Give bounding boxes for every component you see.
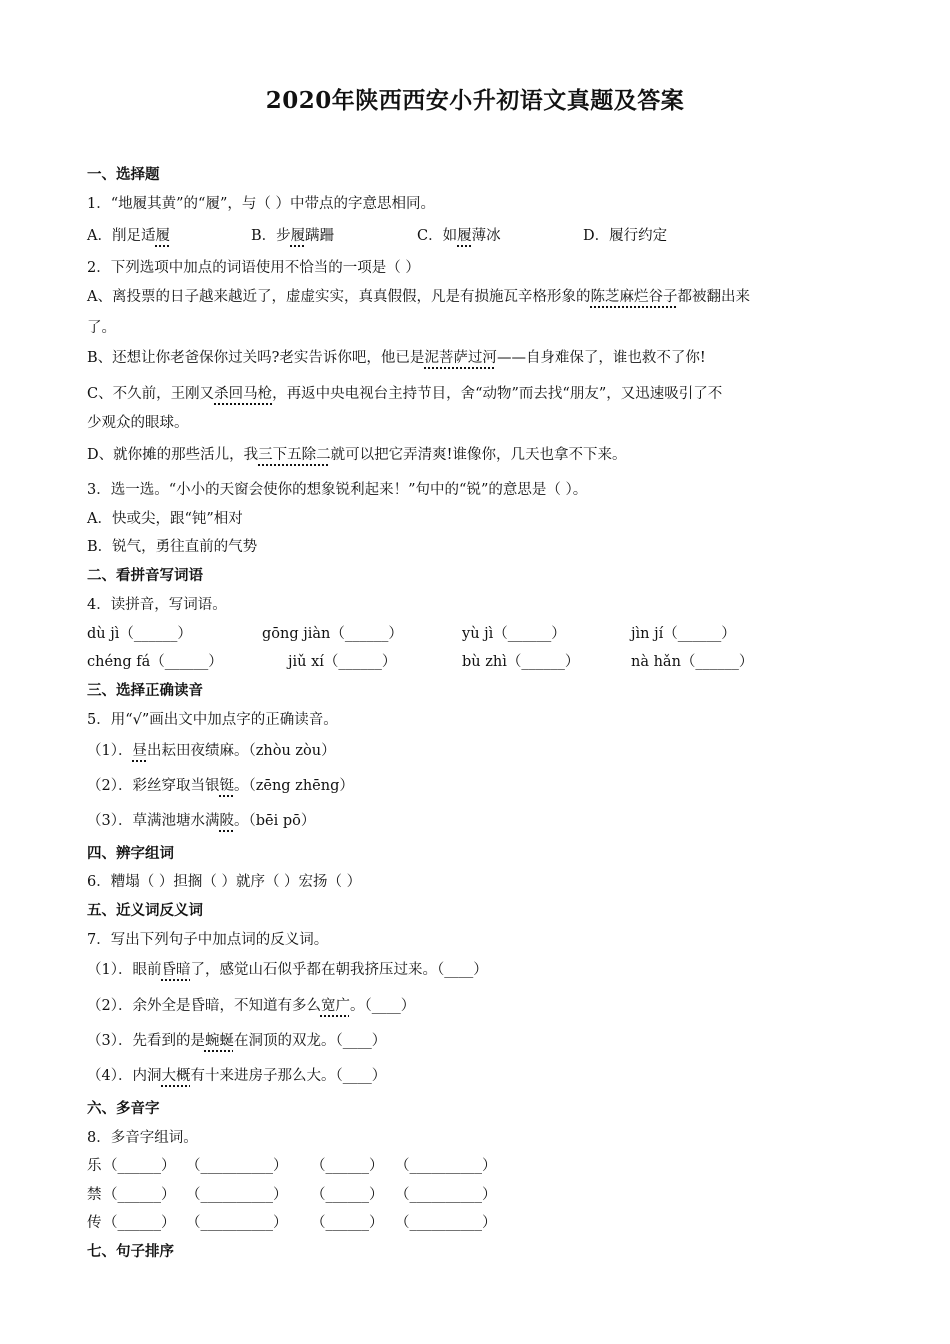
- answer-blank: （__________）: [395, 1215, 497, 1231]
- pinyin-item: bù zhì（______）: [462, 654, 580, 670]
- section-heading-1: 一、选择题: [87, 167, 160, 183]
- answer-blank: （______）: [311, 1187, 384, 1203]
- polyphone-char: 乐: [87, 1158, 102, 1174]
- section-heading-3: 三、选择正确读音: [87, 683, 203, 699]
- q2-option-c-line1: C、不久前，王刚又杀回马枪，再返中央电视台主持节目，舍“动物”而去找“朋友”，又迅速吸引了不: [87, 386, 723, 402]
- q5-item-3: （3）．草满池塘水满陂。（bēi pō）: [87, 813, 316, 829]
- q5-item-1: （1）．昼出耘田夜绩麻。（zhòu zòu）: [87, 743, 336, 759]
- q3-option-b: B．锐气，勇往直前的气势: [87, 539, 258, 555]
- question-8-stem: 8．多音字组词。: [87, 1130, 198, 1146]
- polyphone-char: 传: [87, 1215, 102, 1231]
- q1-option-c: C．如履薄冰: [417, 228, 501, 244]
- question-3-stem: 3．选一选。“小小的天窗会使你的想象锐利起来！”句中的“锐”的意思是（ ）。: [87, 482, 588, 498]
- q5-item-2: （2）．彩丝穿取当银铤。（zēng zhēng）: [87, 778, 354, 794]
- pinyin-item: chéng fá（______）: [87, 654, 223, 670]
- question-1-stem: 1．“地履其黄”的“履”，与（ ）中带点的字意思相同。: [87, 196, 435, 212]
- question-7-stem: 7．写出下列句子中加点词的反义词。: [87, 932, 329, 948]
- answer-blank: （______）: [311, 1158, 384, 1174]
- answer-blank: （__________）: [186, 1158, 288, 1174]
- q1-option-a: A．削足适履: [87, 228, 170, 244]
- answer-blank: （______）: [103, 1158, 176, 1174]
- q2-option-d: D、就你摊的那些活儿，我三下五除二就可以把它弄清爽!谁像你，几天也拿不下来。: [87, 447, 627, 463]
- answer-blank: （__________）: [186, 1187, 288, 1203]
- question-4-stem: 4．读拼音，写词语。: [87, 597, 227, 613]
- q2-option-a-line1: A、离投票的日子越来越近了，虚虚实实，真真假假，凡是有损施瓦辛格形象的陈芝麻烂谷子都被翻出来: [87, 289, 750, 305]
- pinyin-item: gōng jiàn（______）: [262, 626, 403, 642]
- q1-option-d: D．履行约定: [583, 228, 668, 244]
- pinyin-item: nà hǎn（______）: [631, 654, 754, 670]
- q7-item-4: （4）．内洞大概有十来进房子那么大。（____）: [87, 1068, 387, 1084]
- pinyin-item: dù jì（______）: [87, 626, 192, 642]
- section-heading-5: 五、近义词反义词: [87, 903, 203, 919]
- polyphone-char: 禁: [87, 1187, 102, 1203]
- q2-option-b: B、还想让你老爸保你过关吗?老实告诉你吧，他已是泥菩萨过河——自身难保了，谁也救不了你!: [87, 350, 706, 366]
- answer-blank: （______）: [103, 1215, 176, 1231]
- pinyin-item: jiǔ xí（______）: [288, 654, 397, 670]
- answer-blank: （__________）: [186, 1215, 288, 1231]
- section-heading-4: 四、辨字组词: [87, 846, 174, 862]
- pinyin-item: jìn jí（______）: [631, 626, 736, 642]
- section-heading-7: 七、句子排序: [87, 1244, 174, 1260]
- q2-option-c-line2: 少观众的眼球。: [87, 415, 189, 431]
- answer-blank: （______）: [103, 1187, 176, 1203]
- section-heading-6: 六、多音字: [87, 1101, 160, 1117]
- q2-option-a-line2: 了。: [87, 320, 116, 336]
- question-2-stem: 2．下列选项中加点的词语使用不恰当的一项是（ ）: [87, 260, 420, 276]
- section-heading-2: 二、看拼音写词语: [87, 568, 203, 584]
- q3-option-a: A．快或尖，跟“钝”相对: [87, 511, 243, 527]
- question-5-stem: 5．用“√”画出文中加点字的正确读音。: [87, 712, 338, 728]
- pinyin-item: yù jì（______）: [462, 626, 566, 642]
- answer-blank: （______）: [311, 1215, 384, 1231]
- q7-item-3: （3）．先看到的是蜿蜒在洞顶的双龙。（____）: [87, 1033, 387, 1049]
- q7-item-1: （1）．眼前昏暗了，感觉山石似乎都在朝我挤压过来。（____）: [87, 962, 488, 978]
- q7-item-2: （2）．余外全是昏暗，不知道有多么宽广。（____）: [87, 998, 416, 1014]
- q1-option-b: B．步履蹒跚: [251, 228, 335, 244]
- question-6: 6．糟塌（ ）担搁（ ）就序（ ）宏扬（ ）: [87, 874, 362, 890]
- answer-blank: （__________）: [395, 1158, 497, 1174]
- answer-blank: （__________）: [395, 1187, 497, 1203]
- page-title: 2020年陕西西安小升初语文真题及答案: [265, 87, 685, 114]
